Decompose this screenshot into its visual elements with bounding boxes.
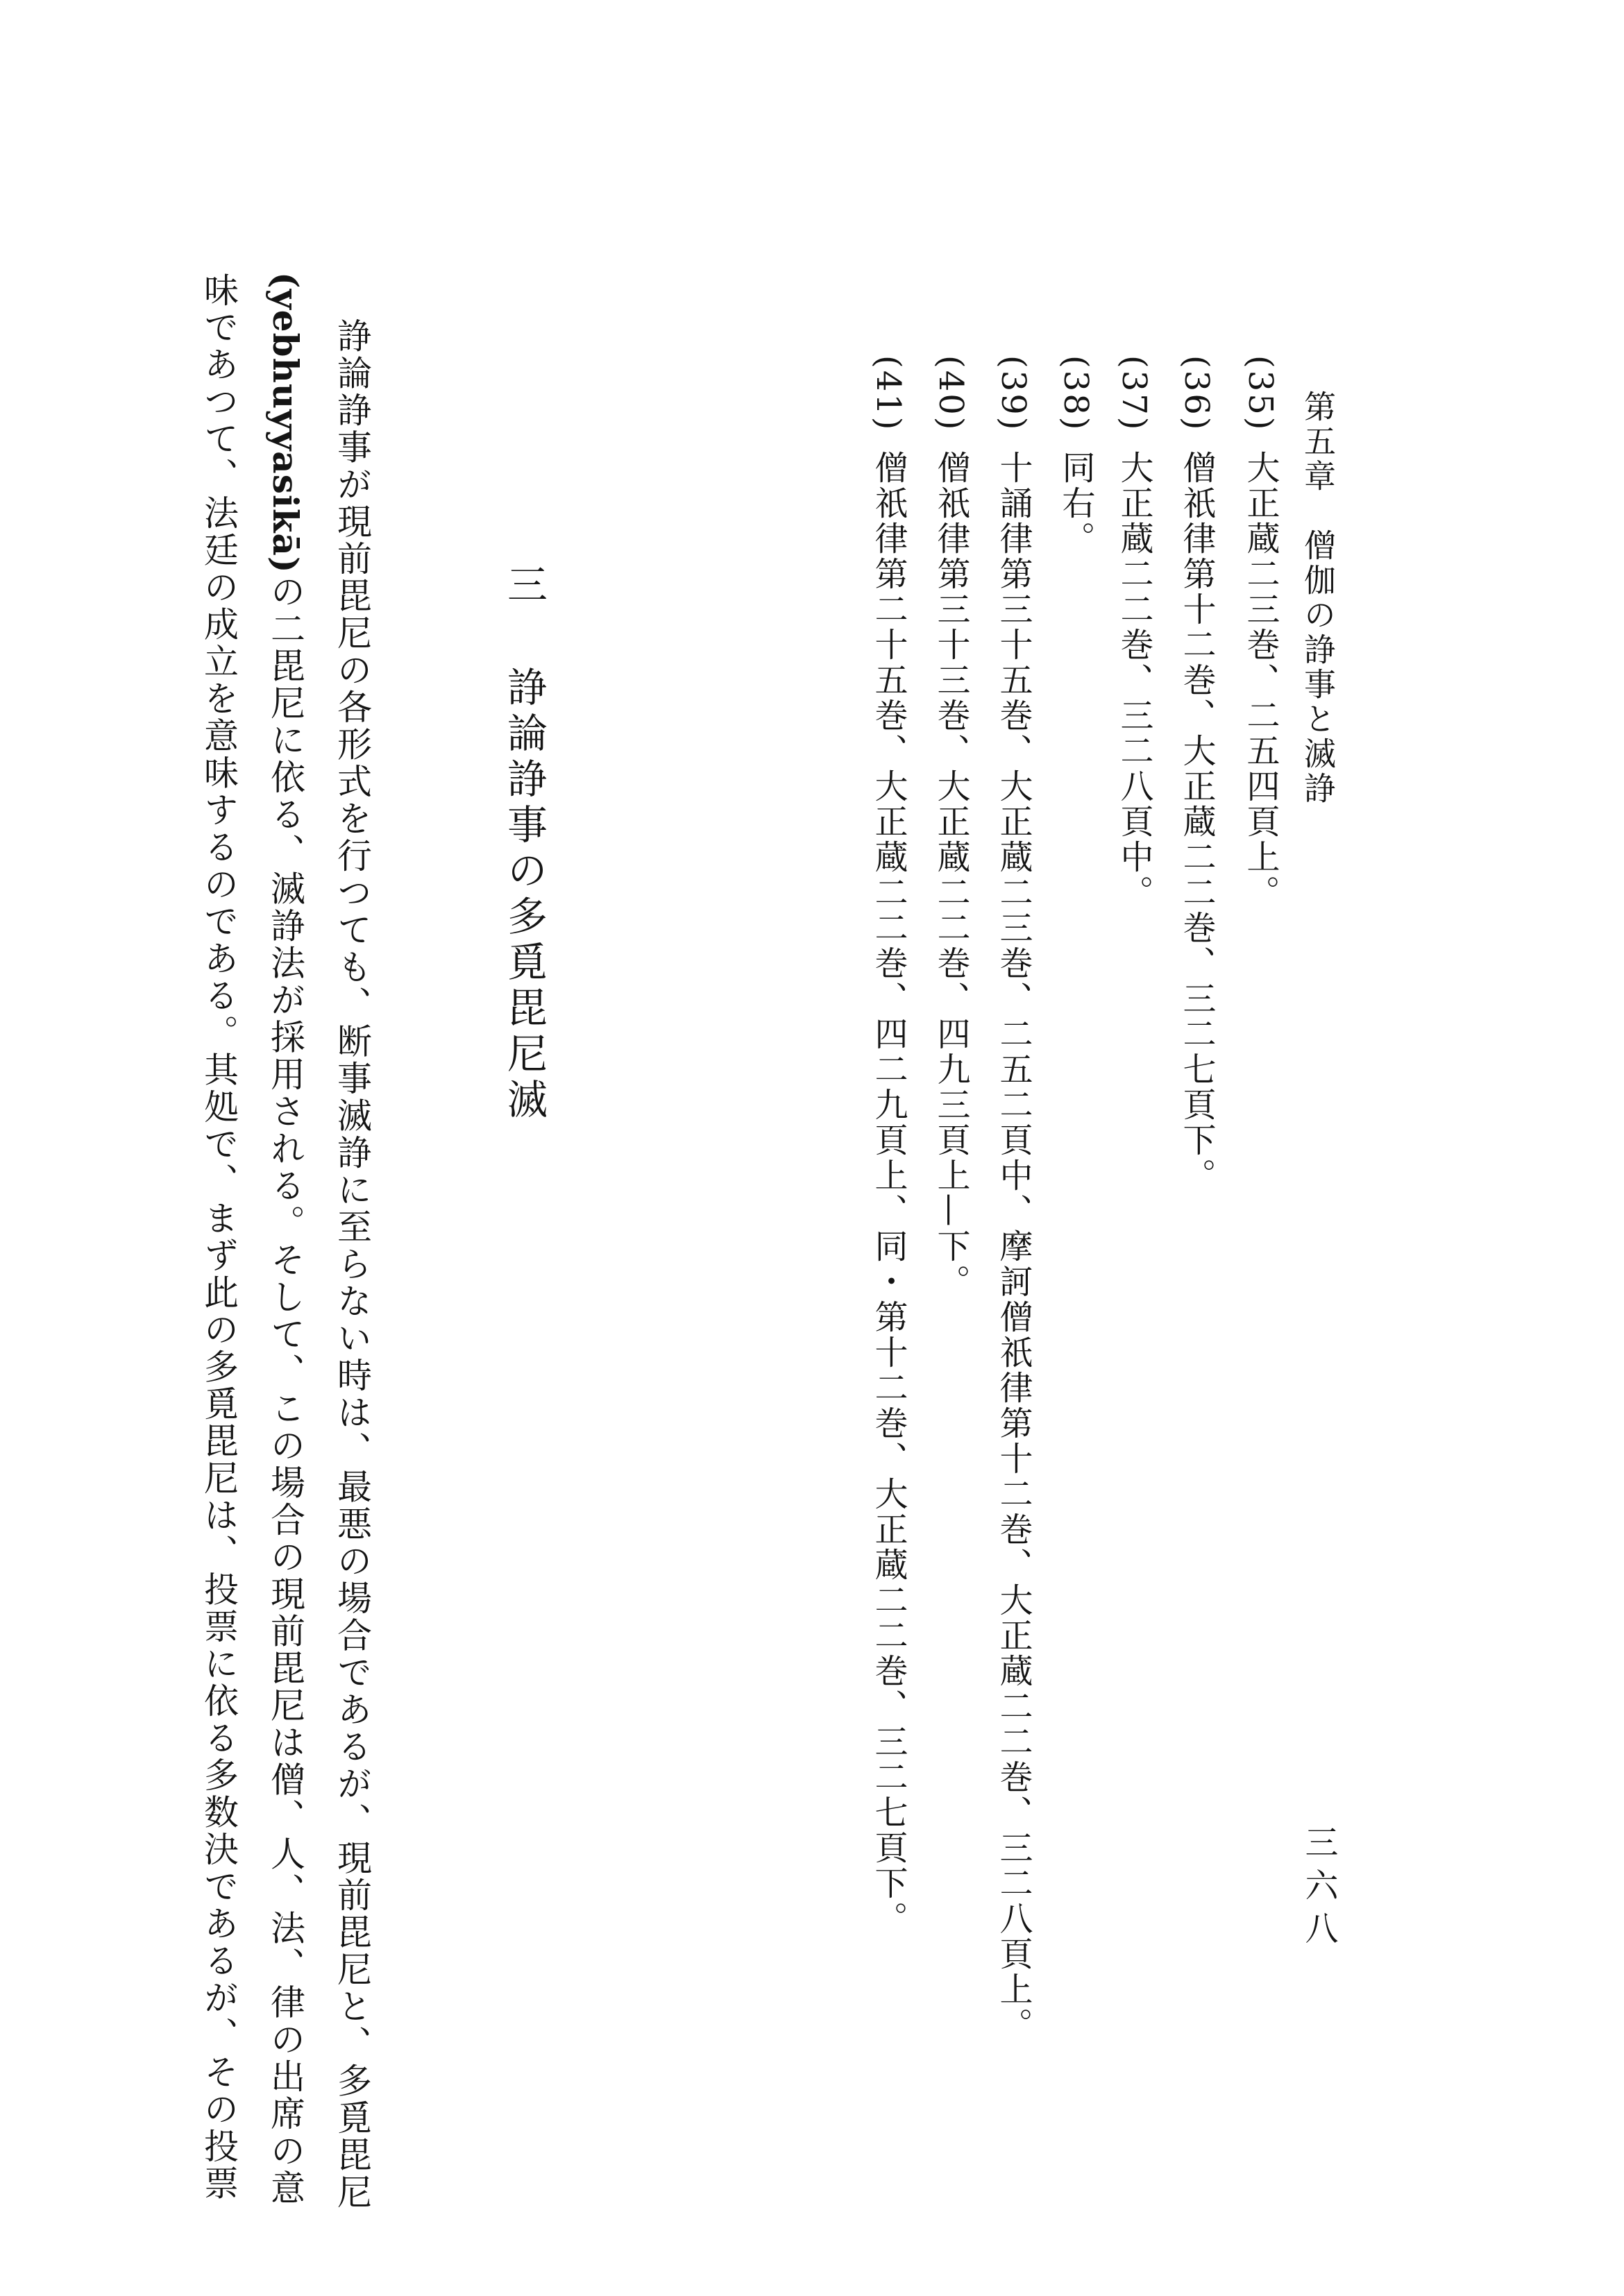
- footnote-text: 僧祇律第二十五巻、大正蔵二二巻、四二九頁上、同・第十二巻、大正蔵二二巻、三二七頁下。: [869, 450, 908, 1937]
- footnote-number: (41): [869, 355, 908, 432]
- footnote-37: [1117, 355, 1151, 910]
- footnote-number: (38): [1056, 355, 1095, 432]
- footnote-41: [869, 355, 908, 1937]
- footnote-40: [931, 355, 970, 1300]
- footnote-text: 大正蔵二三巻、二五四頁上。: [1241, 450, 1280, 910]
- body-line-2: [265, 272, 306, 2207]
- footnote-text: 僧祇律第十二巻、大正蔵二二巻、三二七頁下。: [1177, 450, 1216, 1193]
- footnote-text: 大正蔵二二巻、三二八頁中。: [1115, 450, 1153, 910]
- footnote-number: (40): [931, 355, 970, 432]
- body-line-1: 諍論諍事が現前毘尼の各形式を行つても、断事滅諍に至らない時は、最悪の場合であるが、現前毘尼と、多覓毘尼: [332, 318, 372, 2211]
- footnote-39: [994, 355, 1033, 2043]
- footnote-38: [1056, 355, 1095, 556]
- body-line-2-text: の二毘尼に依る、滅諍法が採用される。そして、この場合の現前毘尼は僧、人、法、律の出席の意: [265, 573, 305, 2207]
- page-number: 三六八: [1299, 1825, 1338, 1954]
- chapter-header: 第五章 僧伽の諍事と滅諍: [1299, 390, 1337, 806]
- footnote-text: 同右。: [1056, 450, 1095, 556]
- footnote-35: [1241, 355, 1280, 910]
- footnote-text: 僧祇律第三十三巻、大正蔵二二巻、四九三頁上—下。: [931, 450, 970, 1300]
- footnote-number: (36): [1177, 355, 1216, 432]
- footnote-number: (39): [994, 355, 1033, 432]
- section-title: 諍論諍事の多覓毘尼滅: [500, 666, 548, 1124]
- footnote-text: 十誦律第三十五巻、大正蔵二三巻、二五二頁中、摩訶僧祇律第十二巻、大正蔵二二巻、三二八頁上。: [994, 450, 1033, 2043]
- footnote-36: [1177, 355, 1216, 1193]
- footnote-number: (35): [1241, 355, 1280, 432]
- section-number: 三: [500, 563, 548, 609]
- body-line-3: 味であつて、法廷の成立を意味するのである。其処で、まず此の多覓毘尼は、投票に依る多数決であるが、その投票: [198, 272, 239, 2202]
- section-heading: [500, 563, 548, 1124]
- pali-term: (yebhuyyasikā): [265, 272, 306, 574]
- footnote-number: (37): [1115, 355, 1153, 432]
